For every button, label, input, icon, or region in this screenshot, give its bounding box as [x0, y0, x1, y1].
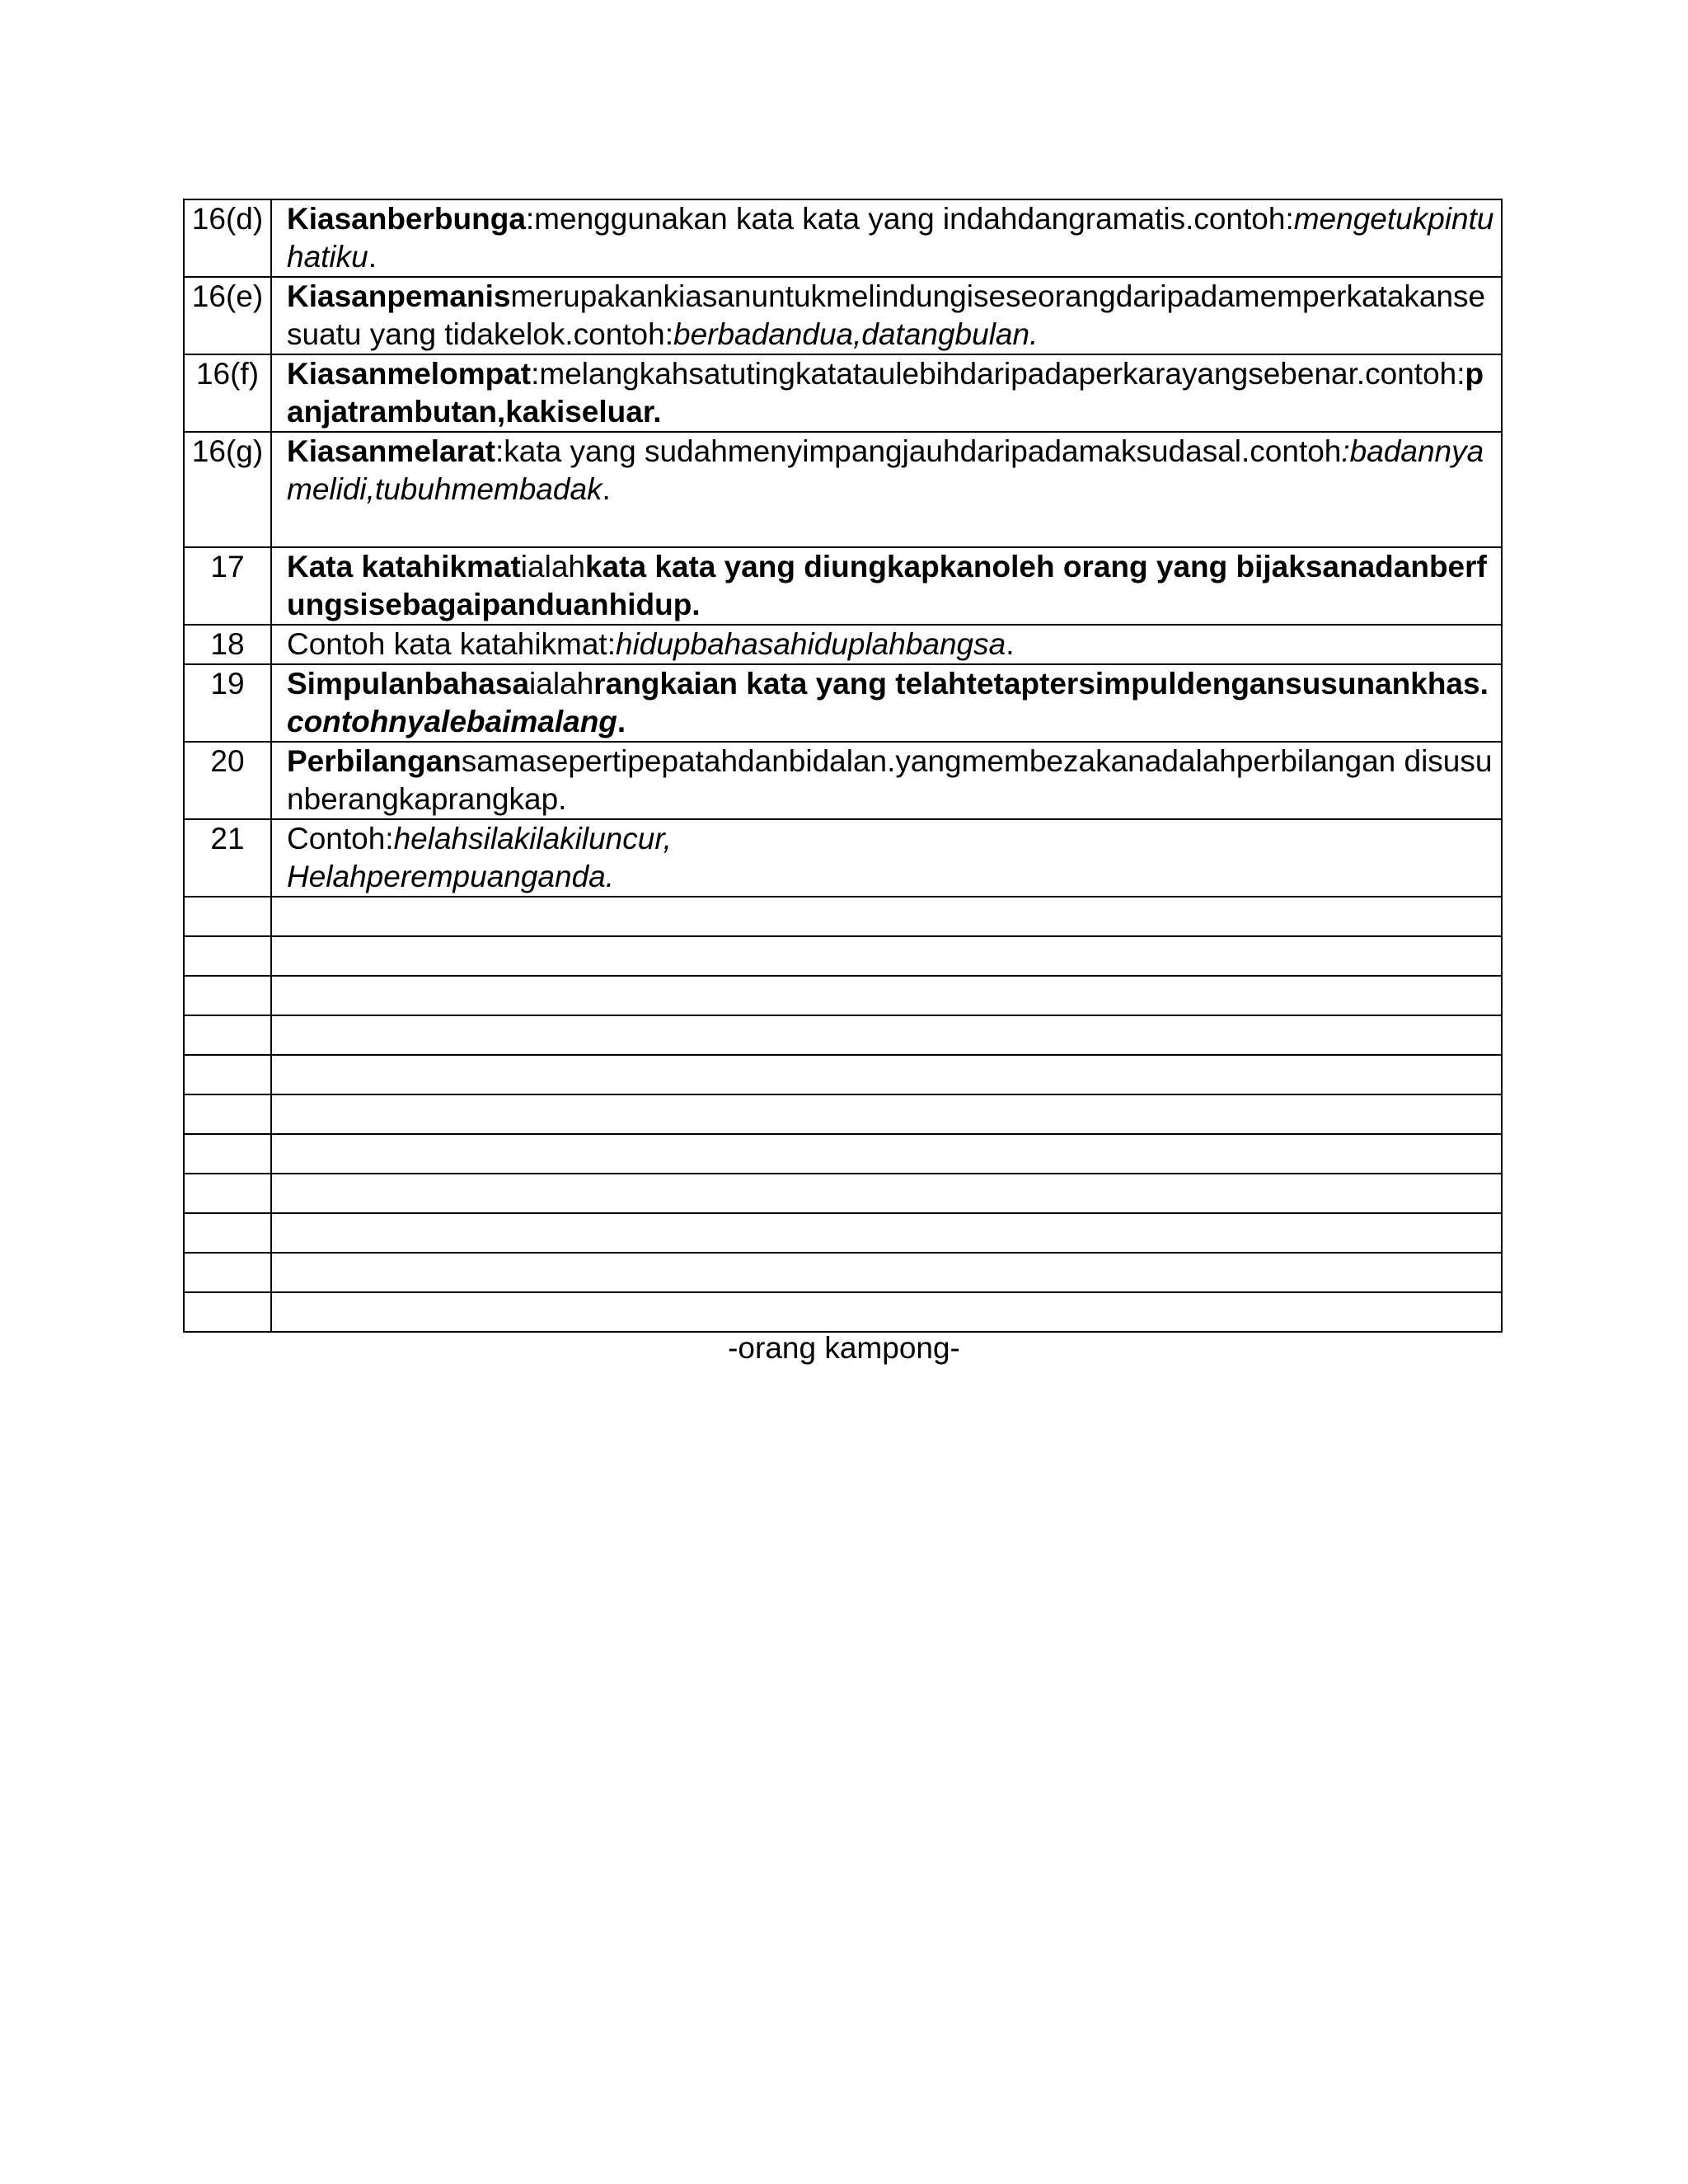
- empty-row: [184, 1174, 1502, 1213]
- empty-cell: [271, 936, 1502, 976]
- empty-row: [184, 936, 1502, 976]
- empty-row: [184, 1015, 1502, 1055]
- table-row: [184, 354, 1502, 432]
- text-run: berbadandua,datangbulan.: [673, 317, 1039, 351]
- empty-cell: [184, 897, 271, 936]
- empty-cell: [184, 1134, 271, 1174]
- text-run: kata kata yang diungkapkanoleh orang yang bijaksanadanberfungsisebagaipanduanhidup.: [287, 550, 1487, 621]
- text-run: hidupbahasahiduplahbangsa: [616, 627, 1006, 661]
- row-number: 16(g): [184, 432, 271, 547]
- text-run: .: [1006, 627, 1015, 661]
- row-text: [271, 547, 1502, 625]
- table-row: [184, 742, 1502, 819]
- text-run: ialah: [529, 667, 594, 701]
- text-run: :melangkahsatutingkatataulebihdaripadaperkarayangsebenar.contoh:: [531, 357, 1465, 391]
- empty-cell: [184, 976, 271, 1015]
- empty-row: [184, 976, 1502, 1015]
- empty-cell: [184, 1055, 271, 1094]
- empty-cell: [184, 1253, 271, 1292]
- table-row: [184, 277, 1502, 354]
- text-run: .: [602, 472, 611, 506]
- text-run: Helahperempuanganda.: [287, 860, 615, 893]
- row-text: [271, 354, 1502, 432]
- empty-cell: [271, 1094, 1502, 1134]
- row-number: 20: [184, 742, 271, 819]
- text-run: Contoh:: [287, 822, 394, 855]
- empty-row: [184, 1292, 1502, 1332]
- empty-cell: [184, 936, 271, 976]
- row-number: 21: [184, 819, 271, 897]
- empty-cell: [271, 1174, 1502, 1213]
- row-text: [271, 742, 1502, 819]
- empty-cell: [271, 1134, 1502, 1174]
- row-number: 16(e): [184, 277, 271, 354]
- table-row: [184, 625, 1502, 664]
- row-number: 19: [184, 664, 271, 742]
- table-row: [184, 819, 1502, 897]
- row-text: [271, 277, 1502, 354]
- row-text: [271, 664, 1502, 742]
- empty-row: [184, 1094, 1502, 1134]
- text-run: Kiasanpemanis: [287, 279, 511, 313]
- text-run: ialah: [520, 550, 585, 583]
- text-run: Kata katahikmat: [287, 550, 521, 583]
- empty-cell: [271, 1253, 1502, 1292]
- text-run: mengetukpintuhatiku: [287, 202, 1494, 274]
- text-run: Kiasanmelompat: [287, 357, 532, 391]
- table-row: [184, 199, 1502, 277]
- empty-row: [184, 1253, 1502, 1292]
- row-text: [271, 819, 1502, 897]
- empty-cell: [271, 1015, 1502, 1055]
- empty-row: [184, 1213, 1502, 1253]
- notes-table: [183, 199, 1503, 1333]
- row-number: 18: [184, 625, 271, 664]
- empty-cell: [271, 897, 1502, 936]
- table-row: [184, 547, 1502, 625]
- empty-cell: [184, 1292, 271, 1332]
- row-number: 17: [184, 547, 271, 625]
- empty-row: [184, 897, 1502, 936]
- table-row: [184, 664, 1502, 742]
- empty-row: [184, 1055, 1502, 1094]
- row-number: 16(f): [184, 354, 271, 432]
- text-run: :menggunakan kata kata yang indahdangramatis.contoh:: [525, 202, 1294, 236]
- text-run: helahsilakilakiluncur,: [393, 822, 672, 855]
- text-run: panjatrambutan,kakiseluar.: [287, 357, 1484, 429]
- row-text: [271, 432, 1502, 547]
- text-run: Kiasanmelarat: [287, 434, 495, 468]
- page-footer: -orang kampong-: [728, 1331, 960, 1365]
- text-run: :kata yang sudahmenyimpangjauhdaripadamaksudasal.contoh: [495, 434, 1342, 468]
- text-run: rangkaian kata yang telahtetaptersimpuldengansusunankhas.: [593, 667, 1489, 701]
- row-text: [271, 625, 1502, 664]
- text-run: Contoh kata katahikmat:: [287, 627, 616, 661]
- empty-cell: [184, 1213, 271, 1253]
- empty-cell: [184, 1174, 271, 1213]
- text-run: .: [617, 705, 626, 738]
- text-run: .: [368, 240, 377, 274]
- text-run: Kiasanberbunga: [287, 202, 526, 236]
- empty-cell: [271, 1055, 1502, 1094]
- empty-cell: [271, 1213, 1502, 1253]
- row-text: [271, 199, 1502, 277]
- empty-cell: [271, 1292, 1502, 1332]
- empty-row: [184, 1134, 1502, 1174]
- table-row: [184, 432, 1502, 547]
- text-run: Simpulanbahasa: [287, 667, 530, 701]
- empty-cell: [184, 1094, 271, 1134]
- text-run: contohnyalebaimalang: [287, 705, 617, 738]
- text-run: merupakankiasanuntukmelindungiseseorangdaripadamemperkatakansesuatu yang tidakelok.contoh:: [287, 279, 1486, 351]
- row-number: 16(d): [184, 199, 271, 277]
- text-run: samasepertipepatahdanbidalan.yangmembezakanadalahperbilangan disusunberangkaprangkap.: [287, 744, 1493, 816]
- empty-cell: [271, 976, 1502, 1015]
- text-run: :badannyamelidi,tubuhmembadak: [287, 434, 1484, 506]
- text-run: Perbilangan: [287, 744, 462, 778]
- empty-cell: [184, 1015, 271, 1055]
